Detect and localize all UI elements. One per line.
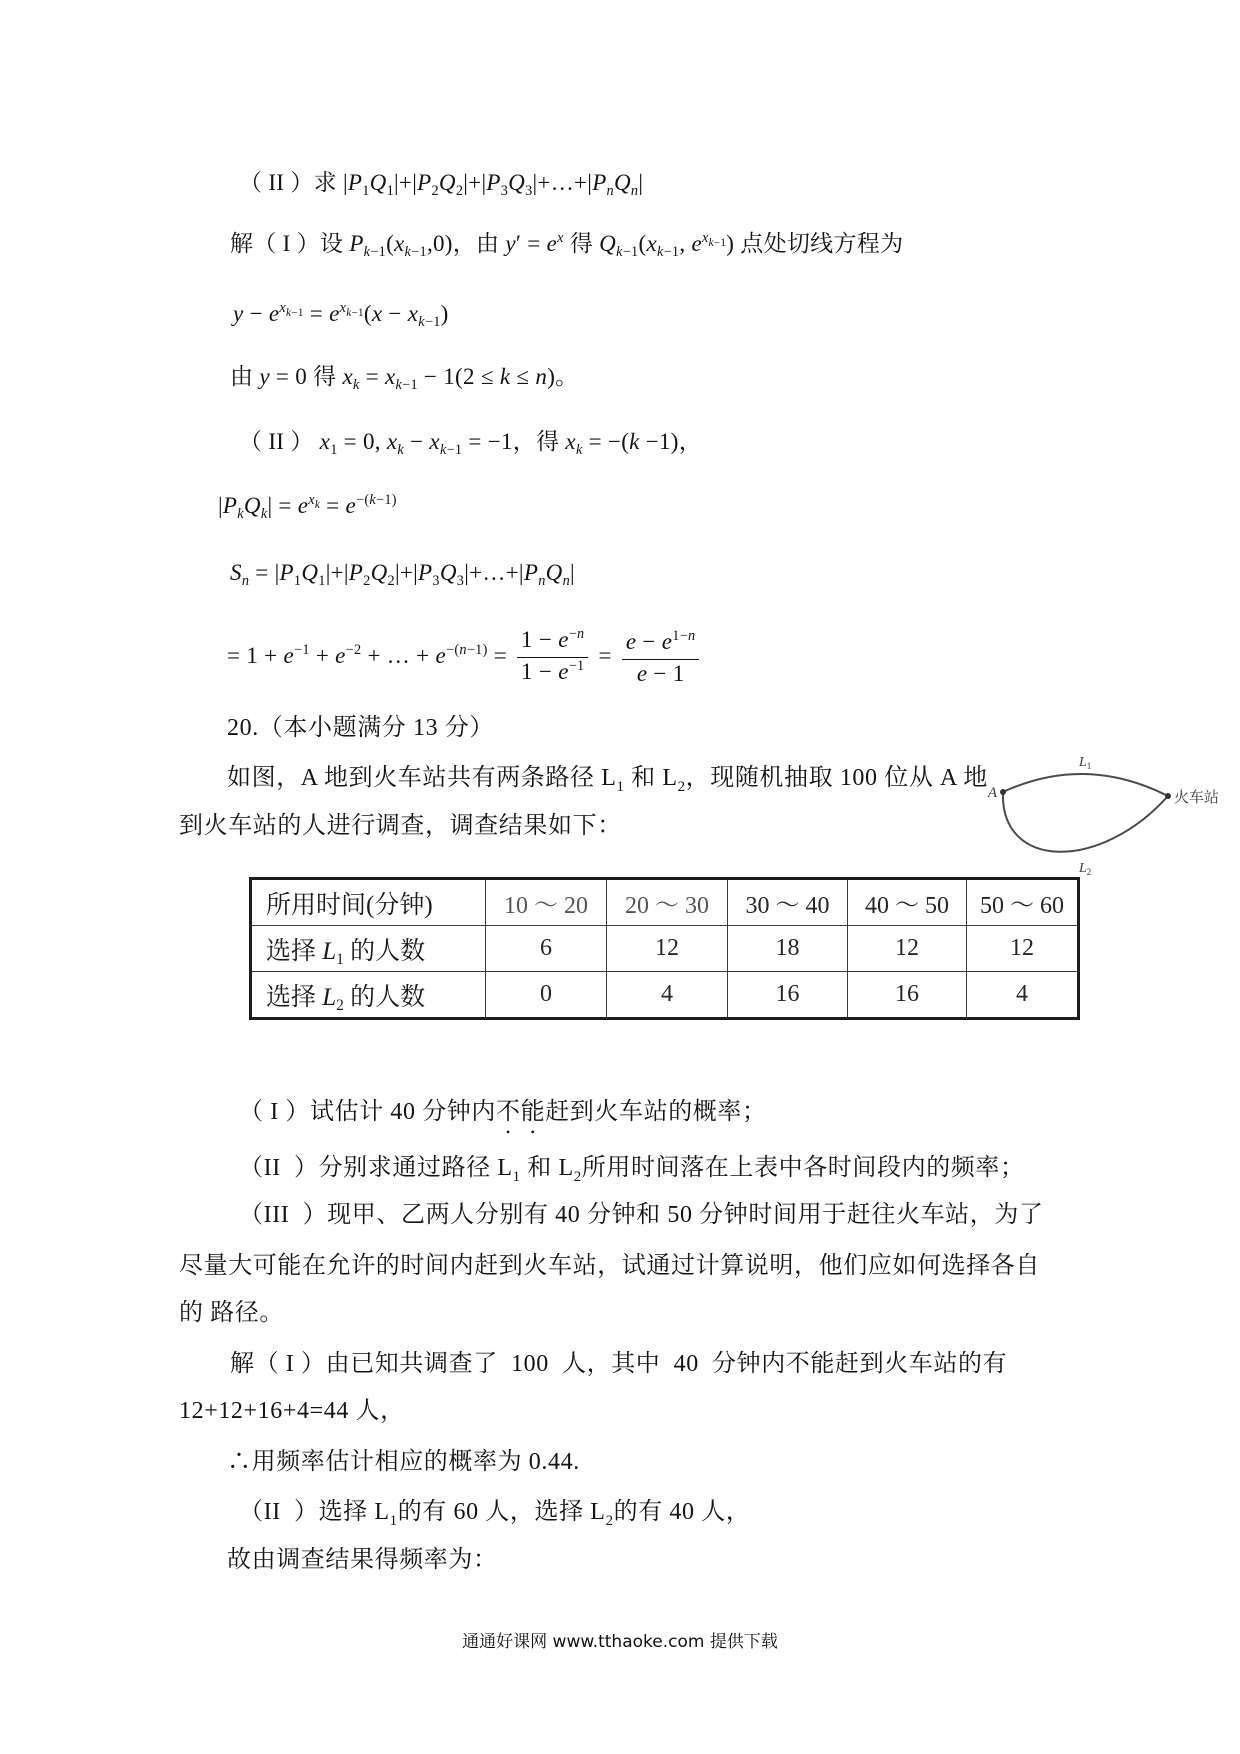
math-variable: Q <box>613 170 631 195</box>
math-variable: x <box>308 492 315 509</box>
route-diagram <box>960 720 1230 890</box>
math-variable: e <box>329 301 340 326</box>
math-text: = 0, <box>337 429 387 454</box>
route-l2-subscript: 2 <box>1086 867 1092 877</box>
sum-result <box>227 626 703 689</box>
math-variable: P <box>222 493 238 518</box>
math-variable: k <box>286 306 292 319</box>
math-text: −( <box>446 641 460 658</box>
math-variable: k <box>363 244 371 261</box>
station-label: 火车站 <box>1174 790 1220 806</box>
math-superscript: −1 <box>568 658 585 675</box>
table-header-range: 30 ～ 40 <box>728 879 848 926</box>
math-text: −1 <box>424 314 441 331</box>
math-variable: P <box>348 560 364 585</box>
math-text: = 1 + <box>227 642 284 668</box>
math-variable: x <box>339 300 347 317</box>
fraction-numerator <box>517 626 588 658</box>
math-text: |+…+| <box>532 170 593 195</box>
math-variable: e <box>435 642 446 668</box>
math-variable: n <box>606 183 614 200</box>
route-l2-label <box>1078 861 1091 877</box>
math-subscript: 2 <box>573 1168 582 1185</box>
station-marker <box>1165 793 1171 799</box>
math-text: = <box>592 642 618 668</box>
math-text: |+…+| <box>464 560 524 585</box>
solution-part-1-setup <box>230 229 903 263</box>
math-subscript <box>538 573 545 589</box>
route-l2-letter: L <box>1079 861 1087 876</box>
math-superscript <box>446 642 488 658</box>
sum-definition <box>230 558 575 591</box>
table-cell: 4 <box>967 972 1079 1019</box>
math-subscript: 2 <box>336 997 344 1015</box>
tangent-line-equation <box>233 299 449 333</box>
math-text: = −1，得 <box>462 429 566 454</box>
math-text: −1) <box>376 492 397 509</box>
math-text: −( <box>355 492 370 509</box>
math-variable: Q <box>369 170 387 195</box>
table-row-label <box>251 926 486 972</box>
recurrence-relation <box>230 362 578 395</box>
math-text: − 1 <box>647 661 685 686</box>
math-variable: Q <box>439 560 457 585</box>
math-text: | <box>638 170 644 195</box>
math-variable: e <box>546 231 558 256</box>
math-text: 的人数 <box>343 937 426 965</box>
math-subscript <box>657 244 679 260</box>
math-variable: k <box>629 429 640 454</box>
math-text: （ I ）试估计 40 分钟内 <box>239 1099 496 1125</box>
math-text: （ II ）求 | <box>239 170 348 195</box>
math-text: ，现随机抽取 100 位从 A 地 <box>685 765 988 791</box>
problem-20-intro-line-2: 到火车站的人进行调查，调查结果如下： <box>179 813 622 839</box>
math-variable: e <box>297 493 309 518</box>
math-variable: x <box>557 230 564 247</box>
math-text: |+| <box>325 560 349 585</box>
math-superscript: −2 <box>345 641 362 658</box>
math-variable: y <box>233 301 244 326</box>
math-variable: n <box>688 628 696 645</box>
math-fraction <box>517 626 588 689</box>
math-variable: e <box>558 659 569 684</box>
question-part-3-line-3: 的 路径。 <box>179 1300 284 1326</box>
math-superscript <box>701 230 727 249</box>
math-variable: Q <box>599 231 617 256</box>
math-subscript <box>242 573 249 589</box>
math-text: = <box>320 493 346 518</box>
math-variable: n <box>538 573 546 590</box>
solution-part-2-line-2: 故由调查结果得频率为： <box>227 1547 498 1573</box>
math-text: 的人数 <box>343 983 426 1011</box>
math-variable: x <box>386 429 398 454</box>
math-text: ≤ <box>510 364 536 389</box>
math-subscript: 1 <box>318 573 326 590</box>
math-text: ( <box>363 301 372 326</box>
math-text: − <box>568 626 578 643</box>
math-superscript <box>339 300 364 319</box>
math-text: 和 L <box>520 1155 574 1181</box>
math-text: 的有 40 人， <box>613 1499 751 1525</box>
math-variable: Q <box>370 560 388 585</box>
table-cell: 0 <box>486 972 607 1019</box>
math-subscript: 1 <box>386 183 395 200</box>
math-variable: n <box>630 183 639 200</box>
math-text: − <box>243 301 269 326</box>
math-variable: e <box>558 627 569 652</box>
math-text: −1 <box>411 244 427 261</box>
route-l1-letter: L <box>1079 755 1087 770</box>
math-text: ,0)，由 <box>426 231 506 256</box>
math-text: 如图，A 地到火车站共有两条路径 L <box>227 765 617 791</box>
question-part-2-prompt <box>239 168 643 201</box>
math-subscript <box>405 244 427 260</box>
math-text: = 0 得 <box>269 364 343 389</box>
math-variable: x <box>646 231 657 256</box>
table-header-range: 50 ～ 60 <box>967 879 1079 926</box>
math-text: + <box>309 642 336 668</box>
point-a-label: A <box>987 785 997 801</box>
math-variable: k <box>404 244 412 261</box>
solution-part-1-line-3: ∴用频率估计相应的概率为 0.44. <box>227 1449 580 1475</box>
survey-results-table <box>249 877 1080 1020</box>
math-subscript: 3 <box>500 183 509 200</box>
math-variable: k <box>397 442 405 459</box>
math-variable: e <box>661 629 673 654</box>
math-text: −1 <box>663 244 680 261</box>
math-subscript <box>607 183 614 199</box>
math-superscript: −1 <box>294 641 310 658</box>
table-cell: 12 <box>607 926 728 972</box>
solution-part-2-line-1 <box>239 1497 750 1530</box>
math-text: 解（ I ）设 <box>230 231 350 256</box>
math-variable: P <box>349 231 364 256</box>
math-text: = −( <box>582 429 630 454</box>
math-variable: k <box>575 442 583 459</box>
math-subscript <box>286 307 304 319</box>
math-subscript <box>315 499 320 511</box>
math-text: ( <box>386 231 395 256</box>
math-fraction <box>622 628 700 687</box>
math-variable: k <box>418 314 425 331</box>
math-variable: P <box>347 170 363 195</box>
math-subscript: 1 <box>616 778 625 795</box>
math-text: 1 − <box>521 659 559 684</box>
emphasized-text: 不能 <box>496 1099 546 1125</box>
math-variable: e <box>625 629 637 654</box>
question-part-2 <box>239 1153 1025 1186</box>
math-variable: e <box>268 301 280 326</box>
math-text: −1 <box>351 306 364 319</box>
math-subscript <box>397 442 404 458</box>
table-cell: 12 <box>967 926 1079 972</box>
math-text: −1 <box>622 244 639 261</box>
route-l1-label <box>1078 755 1091 771</box>
math-text: −1) <box>466 641 488 658</box>
math-variable: n <box>459 641 467 658</box>
math-subscript: 2 <box>363 573 371 590</box>
math-variable: x <box>701 230 709 247</box>
math-subscript: 1 <box>389 1512 398 1529</box>
math-variable: P <box>592 170 607 195</box>
math-text: , <box>679 231 692 256</box>
math-variable: e <box>335 642 346 668</box>
math-text: |+| <box>394 560 419 585</box>
math-text: )。 <box>547 364 579 389</box>
math-subscript <box>364 244 386 260</box>
math-variable: P <box>279 560 294 585</box>
math-variable: k <box>352 377 360 394</box>
math-variable: y <box>505 231 516 256</box>
question-part-3-line-2: 尽量大可能在允许的时间内赶到火车站，试通过计算说明，他们应如何选择各自 <box>179 1253 1040 1279</box>
table-row-l1 <box>251 926 1079 972</box>
route-l2-curve <box>1003 792 1168 852</box>
fraction-denominator <box>517 658 588 689</box>
math-variable: P <box>486 170 501 195</box>
math-text: −1 <box>713 236 727 249</box>
math-variable: S <box>230 560 242 585</box>
math-variable: x <box>384 364 396 389</box>
math-variable: n <box>535 364 548 389</box>
math-variable: k <box>499 364 511 389</box>
math-subscript: 2 <box>455 183 464 200</box>
math-subscript <box>395 377 417 393</box>
math-text: 赶到火车站的概率； <box>545 1099 767 1125</box>
math-variable: Q <box>545 560 563 585</box>
math-subscript <box>576 442 583 458</box>
math-variable: k <box>260 506 268 523</box>
math-variable: n <box>577 626 585 643</box>
math-text: −1 <box>291 306 304 319</box>
math-subscript: 2 <box>677 778 686 795</box>
question-part-3-line-1: （III ）现甲、乙两人分别有 40 分钟和 50 分钟时间用于赶往火车站，为了 <box>239 1202 1044 1228</box>
math-variable: k <box>439 442 447 459</box>
math-subscript <box>616 244 638 260</box>
math-text: 选择 <box>266 983 323 1011</box>
math-subscript <box>237 506 244 522</box>
math-variable: P <box>418 560 433 585</box>
math-text: | = <box>267 493 298 518</box>
math-text: 的有 60 人，选择 L <box>397 1499 606 1525</box>
math-text: − <box>382 301 408 326</box>
math-variable: Q <box>508 170 526 195</box>
math-text: 1 − <box>521 627 559 652</box>
math-variable: x <box>429 429 440 454</box>
math-superscript <box>672 628 695 644</box>
math-text: |+| <box>394 170 418 195</box>
math-text: （II ）选择 L <box>239 1499 390 1525</box>
math-variable: k <box>708 236 714 249</box>
table-cell: 6 <box>486 926 607 972</box>
math-text: −1)， <box>639 429 703 454</box>
route-l1-subscript: 1 <box>1086 761 1092 771</box>
math-text: （II ）分别求通过路径 L <box>239 1155 513 1181</box>
math-variable: x <box>342 364 353 389</box>
math-text: | <box>570 560 575 585</box>
math-variable: n <box>562 573 570 590</box>
math-variable: k <box>395 377 403 394</box>
math-variable: e <box>691 231 702 256</box>
math-variable: x <box>371 301 383 326</box>
math-subscript: 1 <box>293 573 302 590</box>
math-subscript: 1 <box>512 1168 521 1185</box>
problem-20-heading: 20.（本小题满分 13 分） <box>227 715 494 741</box>
math-subscript <box>353 377 360 393</box>
math-variable: Q <box>301 560 319 585</box>
math-text: = <box>487 642 514 668</box>
math-variable: n <box>241 573 250 590</box>
math-text: − 1(2 ≤ <box>417 364 500 389</box>
math-text: |+| <box>463 170 487 195</box>
math-text: − <box>404 429 430 454</box>
math-subscript: 3 <box>456 573 465 590</box>
math-variable: k <box>314 498 321 511</box>
math-variable: Q <box>438 170 456 195</box>
math-subscript: 2 <box>431 183 439 200</box>
math-superscript <box>569 626 585 642</box>
math-superscript <box>356 492 397 508</box>
math-text: −1 <box>446 442 463 459</box>
math-text: 由 <box>230 364 260 389</box>
table-header-range: 10 ～ 20 <box>486 879 607 926</box>
math-subscript: 2 <box>387 573 395 590</box>
math-variable: Q <box>243 493 261 518</box>
table-header-range: 40 ～ 50 <box>848 879 967 926</box>
math-superscript <box>557 230 564 246</box>
math-variable: k <box>656 244 664 261</box>
math-variable: k <box>616 244 623 261</box>
math-variable: x <box>407 301 419 326</box>
table-header-row <box>251 879 1079 926</box>
math-text: ( <box>638 231 647 256</box>
route-l1-curve <box>1003 774 1168 796</box>
math-text: ′ = <box>515 231 547 256</box>
math-superscript <box>308 492 321 511</box>
math-variable: e <box>345 493 356 518</box>
segment-length-formula <box>218 491 397 525</box>
math-variable: P <box>523 560 539 585</box>
table-cell: 16 <box>728 972 848 1019</box>
math-text: − <box>636 629 662 654</box>
math-text: 1− <box>672 628 689 645</box>
table-cell: 18 <box>728 926 848 972</box>
table-cell: 16 <box>848 972 967 1019</box>
math-variable: x <box>394 231 405 256</box>
math-text: = | <box>249 560 280 585</box>
math-variable: P <box>417 170 432 195</box>
math-variable: k <box>369 492 376 509</box>
math-variable: x <box>319 429 331 454</box>
math-text: = <box>303 301 330 326</box>
solution-part-2-setup <box>239 427 702 460</box>
math-variable: k <box>237 506 244 523</box>
solution-part-1-line-1: 解（ I ）由已知共调查了 100 人，其中 40 分钟内不能赶到火车站的有 <box>230 1351 1008 1377</box>
math-text: + … + <box>361 642 436 668</box>
math-variable: L <box>322 983 337 1011</box>
math-text: | <box>218 493 223 518</box>
math-subscript <box>440 442 462 458</box>
math-variable: y <box>259 364 270 389</box>
fraction-numerator <box>622 628 700 660</box>
math-variable: e <box>283 642 295 668</box>
math-subscript: 3 <box>432 573 440 590</box>
math-subscript <box>418 314 440 330</box>
math-superscript <box>279 300 304 319</box>
solution-part-1-line-2: 12+12+16+4=44 人， <box>179 1398 405 1424</box>
math-text: ) 点处切线方程为 <box>726 231 904 256</box>
math-text: 所用时间落在上表中各时间段内的频率； <box>581 1155 1025 1181</box>
table-cell: 4 <box>607 972 728 1019</box>
math-variable: e <box>636 661 648 686</box>
math-text: −1 <box>370 244 387 261</box>
table-header-time: 所用时间(分钟) <box>251 879 486 926</box>
math-subscript: 1 <box>330 442 338 459</box>
math-subscript: 1 <box>336 951 344 969</box>
math-subscript: 1 <box>362 183 370 200</box>
math-subscript <box>709 237 727 249</box>
math-subscript: 2 <box>605 1512 614 1529</box>
point-a-marker <box>1000 789 1006 795</box>
question-part-1 <box>239 1097 767 1139</box>
fraction-denominator <box>622 660 700 687</box>
math-variable: k <box>346 306 352 319</box>
math-text: 得 <box>563 231 600 256</box>
math-subscript <box>261 506 268 522</box>
math-text: （ II ） <box>239 429 320 454</box>
math-variable: L <box>322 937 337 965</box>
table-row-l2 <box>251 972 1079 1019</box>
table-cell: 12 <box>848 926 967 972</box>
table-header-range: 20 ～ 30 <box>607 879 728 926</box>
problem-20-intro-line-1 <box>227 763 988 796</box>
math-subscript <box>346 307 364 319</box>
math-text: ) <box>440 301 449 326</box>
math-subscript <box>631 183 638 199</box>
table-row-label <box>251 972 486 1019</box>
math-text: 和 L <box>624 765 678 791</box>
math-text: 选择 <box>266 937 323 965</box>
math-text: −1 <box>402 377 418 394</box>
math-variable: x <box>279 300 287 317</box>
math-text: = <box>359 364 385 389</box>
math-variable: x <box>565 429 576 454</box>
math-subscript <box>563 573 570 589</box>
page-footer: 通通好课网 www.tthaoke.com 提供下载 <box>462 1632 778 1652</box>
math-subscript: 3 <box>525 183 533 200</box>
